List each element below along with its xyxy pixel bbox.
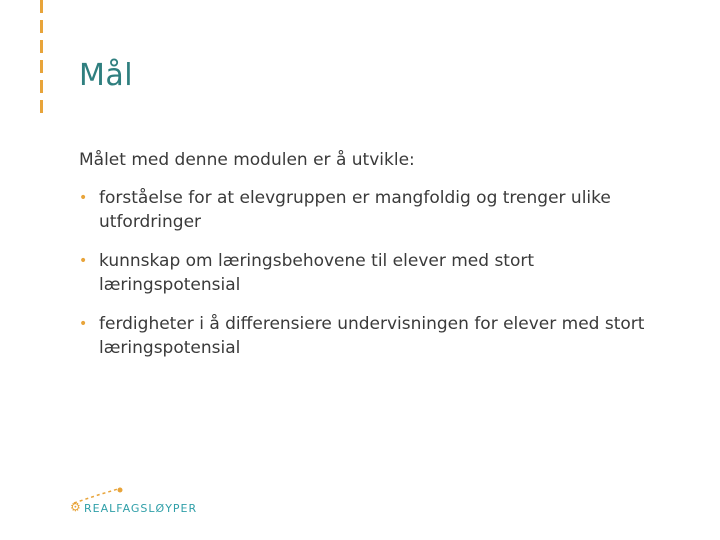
slide-title: Mål xyxy=(79,58,134,93)
intro-text: Målet med denne modulen er å utvikle: xyxy=(79,150,415,170)
logo-text: REALFAGSLØYPER xyxy=(84,502,198,515)
gear-icon: ⚙ xyxy=(70,500,81,514)
goal-item xyxy=(79,186,659,234)
goal-text: forståelse for at elevgruppen er mangfoldig og trenger ulike utfordringer xyxy=(99,188,611,232)
left-accent-bar xyxy=(40,0,43,116)
goal-item xyxy=(79,249,659,297)
goal-text: kunnskap om læringsbehovene til elever med stort læringspotensial xyxy=(99,251,535,295)
goal-item xyxy=(79,312,659,360)
goal-list xyxy=(79,186,659,375)
realfagsloyper-logo xyxy=(70,487,200,523)
goal-text: ferdigheter i å differensiere undervisningen for elever med stort læringspotensial xyxy=(99,314,645,358)
bullet-icon: • xyxy=(79,253,88,269)
bullet-icon: • xyxy=(79,316,88,332)
bullet-icon: • xyxy=(79,190,88,206)
